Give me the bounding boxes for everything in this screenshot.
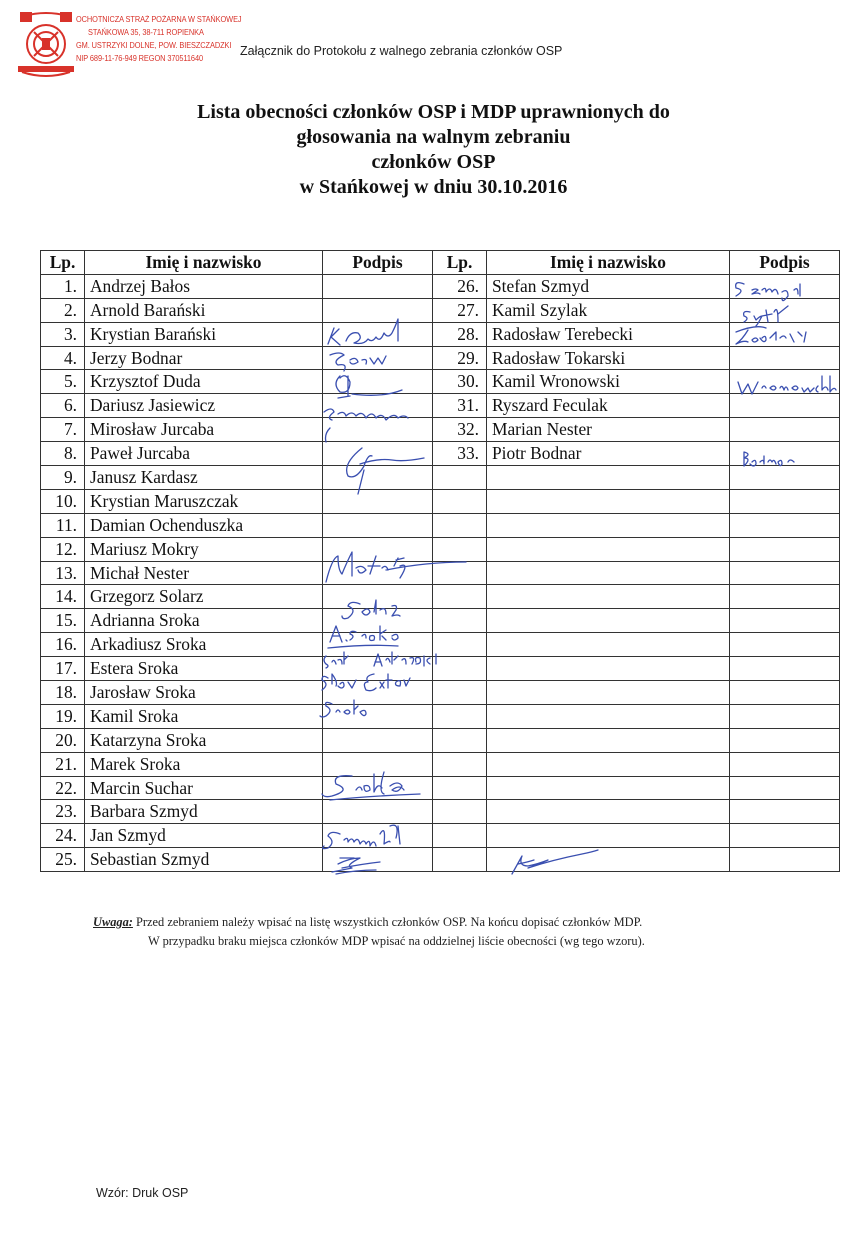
row-name-left: Krystian Maruszczak	[85, 489, 323, 513]
row-name-right	[487, 800, 730, 824]
row-name-left: Michał Nester	[85, 561, 323, 585]
row-signature-left	[323, 298, 433, 322]
table-row	[41, 513, 840, 537]
table-row	[41, 489, 840, 513]
row-name-right: Ryszard Feculak	[487, 394, 730, 418]
table-row	[41, 298, 840, 322]
row-signature-right	[730, 322, 840, 346]
row-lp-left: 5.	[41, 370, 85, 394]
row-lp-left: 23.	[41, 800, 85, 824]
row-signature-right	[730, 370, 840, 394]
row-name-left: Dariusz Jasiewicz	[85, 394, 323, 418]
row-name-right	[487, 561, 730, 585]
row-lp-left: 16.	[41, 633, 85, 657]
title-line-2: głosowania na walnym zebraniu	[296, 126, 571, 148]
row-signature-left	[323, 848, 433, 872]
row-lp-left: 21.	[41, 752, 85, 776]
row-lp-right	[433, 585, 487, 609]
row-signature-right	[730, 776, 840, 800]
row-signature-left	[323, 394, 433, 418]
row-lp-left: 19.	[41, 704, 85, 728]
row-signature-left	[323, 752, 433, 776]
row-lp-right	[433, 848, 487, 872]
row-signature-right	[730, 728, 840, 752]
row-lp-right	[433, 800, 487, 824]
row-name-left: Arkadiusz Sroka	[85, 633, 323, 657]
row-name-left: Krystian Barański	[85, 322, 323, 346]
table-row	[41, 442, 840, 466]
row-signature-left	[323, 824, 433, 848]
row-signature-right	[730, 848, 840, 872]
table-row	[41, 561, 840, 585]
row-name-left: Paweł Jurcaba	[85, 442, 323, 466]
row-signature-right	[730, 418, 840, 442]
table-row	[41, 322, 840, 346]
table-row	[41, 466, 840, 490]
row-name-left: Arnold Barański	[85, 298, 323, 322]
row-signature-left	[323, 585, 433, 609]
row-lp-right	[433, 776, 487, 800]
row-name-right	[487, 657, 730, 681]
table-row	[41, 418, 840, 442]
row-name-left: Katarzyna Sroka	[85, 728, 323, 752]
row-lp-left: 8.	[41, 442, 85, 466]
row-signature-right	[730, 513, 840, 537]
row-lp-left: 2.	[41, 298, 85, 322]
row-name-right: Stefan Szmyd	[487, 274, 730, 298]
row-name-left: Jerzy Bodnar	[85, 346, 323, 370]
row-name-right	[487, 776, 730, 800]
row-lp-right	[433, 513, 487, 537]
row-name-right	[487, 681, 730, 705]
row-name-right	[487, 848, 730, 872]
row-signature-right	[730, 561, 840, 585]
row-name-left: Mariusz Mokry	[85, 537, 323, 561]
row-signature-right	[730, 824, 840, 848]
row-signature-left	[323, 633, 433, 657]
row-name-right: Radosław Terebecki	[487, 322, 730, 346]
row-name-left: Grzegorz Solarz	[85, 585, 323, 609]
row-signature-left	[323, 681, 433, 705]
row-lp-left: 7.	[41, 418, 85, 442]
row-name-right: Radosław Tokarski	[487, 346, 730, 370]
title-line-4: w Stańkowej w dniu 30.10.2016	[299, 176, 568, 198]
table-row	[41, 681, 840, 705]
osp-stamp	[16, 10, 242, 82]
note-line-1: Przed zebraniem należy wpisać na listę wszystkich członków OSP. Na końcu dopisać członków MDP.	[132, 915, 643, 929]
table-row	[41, 274, 840, 298]
row-signature-left	[323, 537, 433, 561]
row-lp-left: 18.	[41, 681, 85, 705]
row-lp-right	[433, 704, 487, 728]
table-row	[41, 800, 840, 824]
row-lp-right: 27.	[433, 298, 487, 322]
stamp-line-2: STAŃKOWA 35, 38-711 ROPIENKA	[88, 27, 204, 37]
table-row	[41, 728, 840, 752]
row-signature-left	[323, 442, 433, 466]
row-lp-right: 32.	[433, 418, 487, 442]
row-signature-right	[730, 537, 840, 561]
row-name-left: Adrianna Sroka	[85, 609, 323, 633]
note-label: Uwaga:	[93, 915, 133, 929]
row-name-left: Marcin Suchar	[85, 776, 323, 800]
row-name-left: Jan Szmyd	[85, 824, 323, 848]
row-name-right	[487, 609, 730, 633]
row-lp-left: 25.	[41, 848, 85, 872]
row-lp-left: 22.	[41, 776, 85, 800]
row-lp-left: 1.	[41, 274, 85, 298]
row-signature-right	[730, 442, 840, 466]
row-lp-right	[433, 537, 487, 561]
row-name-right	[487, 489, 730, 513]
row-signature-left	[323, 728, 433, 752]
row-lp-left: 3.	[41, 322, 85, 346]
row-lp-right	[433, 728, 487, 752]
row-name-left: Damian Ochenduszka	[85, 513, 323, 537]
table-row	[41, 585, 840, 609]
stamp-line-1: OCHOTNICZA STRAŻ POŻARNA W STAŃKOWEJ	[76, 14, 242, 24]
row-name-right	[487, 466, 730, 490]
row-name-right	[487, 513, 730, 537]
row-name-left: Andrzej Bałos	[85, 274, 323, 298]
row-name-left: Janusz Kardasz	[85, 466, 323, 490]
row-lp-left: 24.	[41, 824, 85, 848]
table-row	[41, 704, 840, 728]
row-signature-right	[730, 394, 840, 418]
row-lp-right: 28.	[433, 322, 487, 346]
row-lp-right	[433, 466, 487, 490]
row-signature-left	[323, 346, 433, 370]
row-lp-right: 33.	[433, 442, 487, 466]
row-signature-left	[323, 489, 433, 513]
row-name-right	[487, 704, 730, 728]
table-row	[41, 657, 840, 681]
row-signature-right	[730, 681, 840, 705]
attachment-note: Załącznik do Protokołu z walnego zebrania członków OSP	[240, 44, 563, 58]
table-row	[41, 370, 840, 394]
row-name-left: Jarosław Sroka	[85, 681, 323, 705]
row-lp-right	[433, 609, 487, 633]
osp-emblem-icon	[16, 10, 76, 80]
row-lp-right	[433, 561, 487, 585]
row-signature-left	[323, 776, 433, 800]
row-signature-left	[323, 609, 433, 633]
row-lp-left: 11.	[41, 513, 85, 537]
attendance-table	[40, 250, 840, 872]
row-name-left: Estera Sroka	[85, 657, 323, 681]
row-lp-right: 30.	[433, 370, 487, 394]
row-lp-right: 29.	[433, 346, 487, 370]
row-name-right	[487, 585, 730, 609]
row-signature-right	[730, 657, 840, 681]
row-lp-right: 31.	[433, 394, 487, 418]
row-name-right	[487, 752, 730, 776]
header-lp-left: Lp.	[41, 251, 85, 275]
row-name-left: Barbara Szmyd	[85, 800, 323, 824]
row-signature-right	[730, 274, 840, 298]
row-name-right	[487, 728, 730, 752]
row-name-left: Mirosław Jurcaba	[85, 418, 323, 442]
row-lp-right	[433, 657, 487, 681]
table-row	[41, 609, 840, 633]
table-row	[41, 752, 840, 776]
row-signature-right	[730, 466, 840, 490]
row-lp-left: 20.	[41, 728, 85, 752]
table-row	[41, 346, 840, 370]
table-row	[41, 537, 840, 561]
row-lp-left: 14.	[41, 585, 85, 609]
row-name-left: Krzysztof Duda	[85, 370, 323, 394]
stamp-line-3: GM. USTRZYKI DOLNE, POW. BIESZCZADZKI	[76, 40, 232, 50]
row-name-right: Marian Nester	[487, 418, 730, 442]
header-name-left: Imię i nazwisko	[85, 251, 323, 275]
row-signature-right	[730, 346, 840, 370]
row-name-left: Kamil Sroka	[85, 704, 323, 728]
row-lp-right	[433, 752, 487, 776]
row-lp-left: 17.	[41, 657, 85, 681]
row-lp-right	[433, 681, 487, 705]
row-lp-left: 12.	[41, 537, 85, 561]
row-lp-right	[433, 824, 487, 848]
title-line-1: Lista obecności członków OSP i MDP uprawnionych do	[197, 101, 670, 123]
row-signature-right	[730, 704, 840, 728]
row-lp-left: 15.	[41, 609, 85, 633]
row-name-right: Kamil Wronowski	[487, 370, 730, 394]
row-name-right: Kamil Szylak	[487, 298, 730, 322]
row-signature-left	[323, 418, 433, 442]
row-lp-left: 10.	[41, 489, 85, 513]
title-line-3: członków OSP	[371, 151, 496, 173]
table-row	[41, 776, 840, 800]
row-lp-right	[433, 633, 487, 657]
note-line-2: W przypadku braku miejsca członków MDP wpisać na oddzielnej liście obecności (wg tego wzoru).	[148, 934, 645, 948]
row-signature-left	[323, 704, 433, 728]
row-signature-right	[730, 633, 840, 657]
note	[93, 913, 645, 951]
header-name-right: Imię i nazwisko	[487, 251, 730, 275]
row-signature-right	[730, 800, 840, 824]
row-lp-left: 6.	[41, 394, 85, 418]
row-signature-right	[730, 489, 840, 513]
row-name-right	[487, 537, 730, 561]
row-signature-left	[323, 513, 433, 537]
row-name-right: Piotr Bodnar	[487, 442, 730, 466]
row-name-left: Marek Sroka	[85, 752, 323, 776]
row-lp-left: 4.	[41, 346, 85, 370]
row-signature-right	[730, 752, 840, 776]
row-signature-left	[323, 561, 433, 585]
row-lp-right: 26.	[433, 274, 487, 298]
table-row	[41, 633, 840, 657]
row-signature-right	[730, 298, 840, 322]
row-signature-left	[323, 466, 433, 490]
row-signature-left	[323, 800, 433, 824]
row-lp-right	[433, 489, 487, 513]
header-signature-left: Podpis	[323, 251, 433, 275]
document-title	[0, 100, 867, 200]
row-signature-left	[323, 274, 433, 298]
footer: Wzór: Druk OSP	[96, 1186, 189, 1200]
row-signature-right	[730, 609, 840, 633]
row-signature-left	[323, 657, 433, 681]
row-name-right	[487, 633, 730, 657]
row-name-left: Sebastian Szmyd	[85, 848, 323, 872]
row-name-right	[487, 824, 730, 848]
row-signature-left	[323, 370, 433, 394]
header-signature-right: Podpis	[730, 251, 840, 275]
header-lp-right: Lp.	[433, 251, 487, 275]
table-row	[41, 394, 840, 418]
row-lp-left: 13.	[41, 561, 85, 585]
row-signature-right	[730, 585, 840, 609]
row-signature-left	[323, 322, 433, 346]
table-row	[41, 824, 840, 848]
table-row	[41, 848, 840, 872]
row-lp-left: 9.	[41, 466, 85, 490]
table-header-row	[41, 251, 840, 275]
stamp-line-4: NIP 689-11-76-949 REGON 370511640	[76, 53, 203, 63]
